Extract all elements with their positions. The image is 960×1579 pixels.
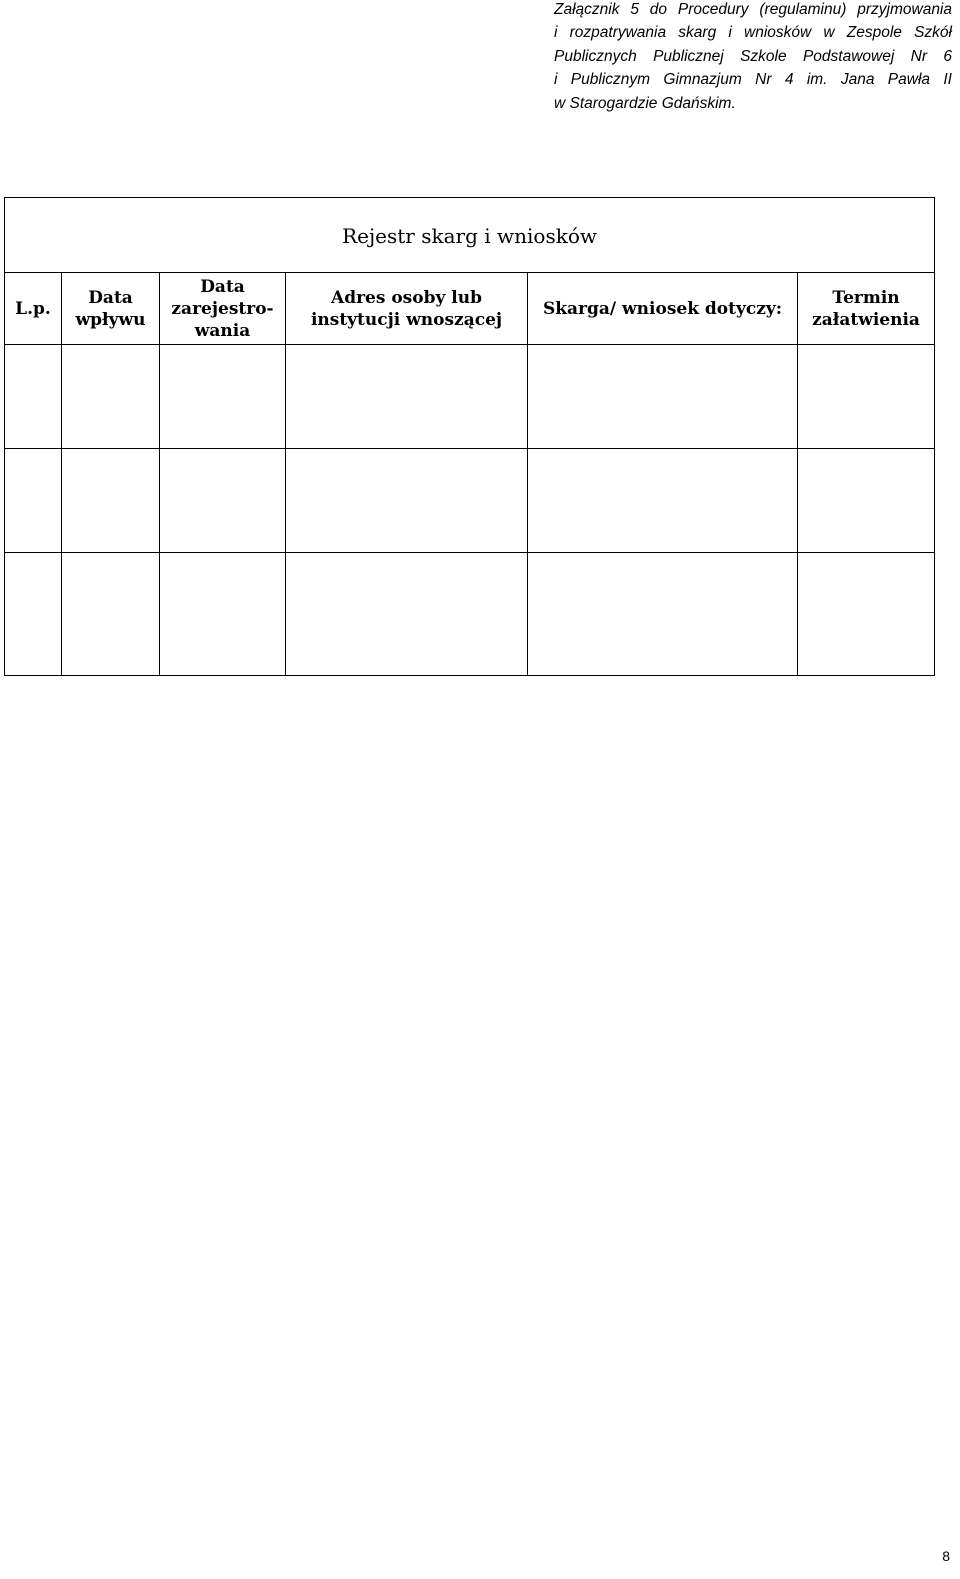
header-line: Załącznik 5 do Procedury (regulaminu) przyjmowania — [554, 1, 952, 18]
column-header-subject — [528, 273, 798, 345]
table-cell — [5, 553, 62, 676]
table-cell — [286, 553, 528, 676]
column-header-text: L.p. — [15, 298, 51, 319]
table-cell — [528, 553, 798, 676]
table-row — [5, 345, 935, 449]
column-header-text: Adres osoby lub — [331, 287, 482, 308]
table-cell — [62, 449, 160, 553]
table-cell — [286, 449, 528, 553]
column-header-address — [286, 273, 528, 345]
column-header-text: zarejestro- — [171, 298, 274, 319]
column-header-date-registered — [160, 273, 286, 345]
table-cell — [528, 449, 798, 553]
table-cell — [62, 345, 160, 449]
header-line: i Publicznym Gimnazjum Nr 4 im. Jana Pawła II — [554, 71, 952, 89]
table-cell — [798, 449, 935, 553]
column-header-text: Data — [200, 276, 245, 297]
table-row — [5, 449, 935, 553]
header-line: i rozpatrywania skarg i wniosków w Zespole Szkół — [554, 24, 952, 42]
table-cell — [160, 553, 286, 676]
table-cell — [5, 345, 62, 449]
column-header-text: załatwienia — [812, 309, 920, 330]
table-cell — [798, 553, 935, 676]
table-cell — [528, 345, 798, 449]
complaints-register-table — [4, 197, 935, 676]
column-header-lp — [5, 273, 62, 345]
column-header-text: wania — [194, 320, 251, 341]
column-header-text: Skarga/ wniosek dotyczy: — [542, 298, 783, 319]
column-header-row — [5, 273, 935, 345]
column-header-date-received — [62, 273, 160, 345]
column-header-text: instytucji wnoszącej — [310, 309, 503, 330]
table-cell — [62, 553, 160, 676]
table-cell — [160, 449, 286, 553]
column-header-deadline — [798, 273, 935, 345]
table-row — [5, 553, 935, 676]
table-title: Rejestr skarg i wniosków — [5, 198, 935, 273]
column-header-text: Data — [88, 287, 133, 308]
table-cell — [286, 345, 528, 449]
attachment-header — [554, 0, 952, 115]
column-header-text: Termin — [832, 287, 900, 308]
header-line: Publicznych Publicznej Szkole Podstawowej Nr 6 — [554, 47, 952, 65]
header-line: w Starogardzie Gdańskim. — [554, 94, 736, 112]
page-number: 8 — [942, 1548, 950, 1564]
table-cell — [5, 449, 62, 553]
column-header-text: wpływu — [75, 309, 146, 330]
table-cell — [160, 345, 286, 449]
table-cell — [798, 345, 935, 449]
